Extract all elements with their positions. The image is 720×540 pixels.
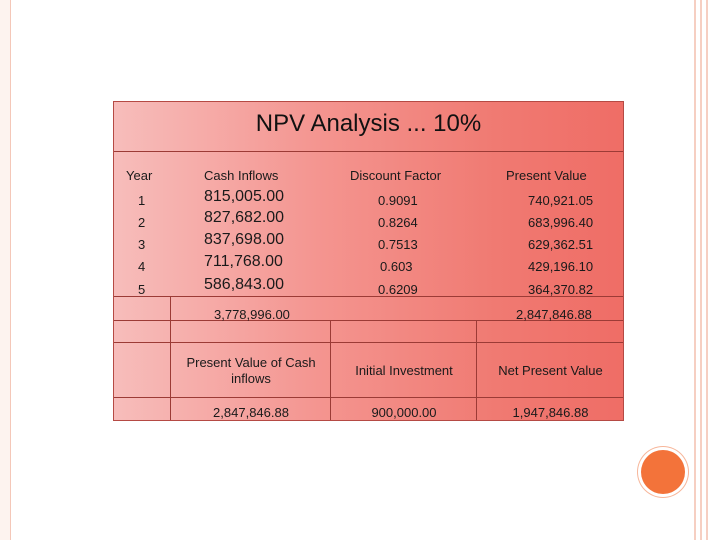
year-cell: 2 [138,215,146,230]
discount-factor-cell: 0.6209 [378,282,418,297]
header-discount-factor: Discount Factor [350,168,442,183]
total-cash-inflows: 3,778,996.00 [214,307,290,322]
discount-factor-cell: 0.7513 [378,237,418,252]
year-cell: 3 [138,237,146,252]
summary-value-pv-cash-inflows: 2,847,846.88 [213,405,289,420]
slide-frame-line [700,0,702,540]
cash-inflow-cell: 586,843.00 [204,276,285,293]
summary-header-initial-investment: Initial Investment [355,363,453,378]
slide-frame-line [694,0,696,540]
grid-line [330,320,331,420]
present-value-cell: 740,921.05 [528,193,594,208]
summary-header-npv: Net Present Value [498,363,603,378]
discount-factor-cell: 0.8264 [378,215,418,230]
grid-line [114,397,623,398]
header-present-value: Present Value [506,168,587,183]
present-value-cell: 629,362.51 [528,237,594,252]
cash-inflow-cell: 837,698.00 [204,231,285,248]
decorative-circle [641,450,685,494]
year-cell: 4 [138,259,146,274]
discount-factor-cell: 0.603 [380,259,413,274]
cash-inflow-cell: 815,005.00 [204,188,285,205]
grid-line [170,296,171,420]
grid-line [114,151,623,152]
summary-header-pv-cash-inflows: Present Value of Cash inflows [186,355,316,386]
year-cell: 1 [138,193,146,208]
present-value-cell: 364,370.82 [528,282,594,297]
cash-inflow-cell: 711,768.00 [204,253,283,270]
grid-line [476,320,477,420]
table-title: NPV Analysis ... 10% [255,110,482,137]
total-present-value: 2,847,846.88 [516,307,592,322]
npv-table [113,101,624,421]
discount-factor-cell: 0.9091 [378,193,418,208]
present-value-cell: 429,196.10 [528,259,594,274]
year-cell: 5 [138,282,146,297]
summary-value-npv: 1,947,846.88 [512,405,589,420]
present-value-cell: 683,996.40 [528,215,594,230]
grid-line [114,342,623,343]
summary-value-initial-investment: 900,000.00 [371,405,437,420]
cash-inflow-cell: 827,682.00 [204,209,285,226]
header-cash-inflows: Cash Inflows [204,168,279,183]
header-year: Year [126,168,153,183]
slide-frame-left [0,0,11,540]
slide-frame-line [706,0,708,540]
